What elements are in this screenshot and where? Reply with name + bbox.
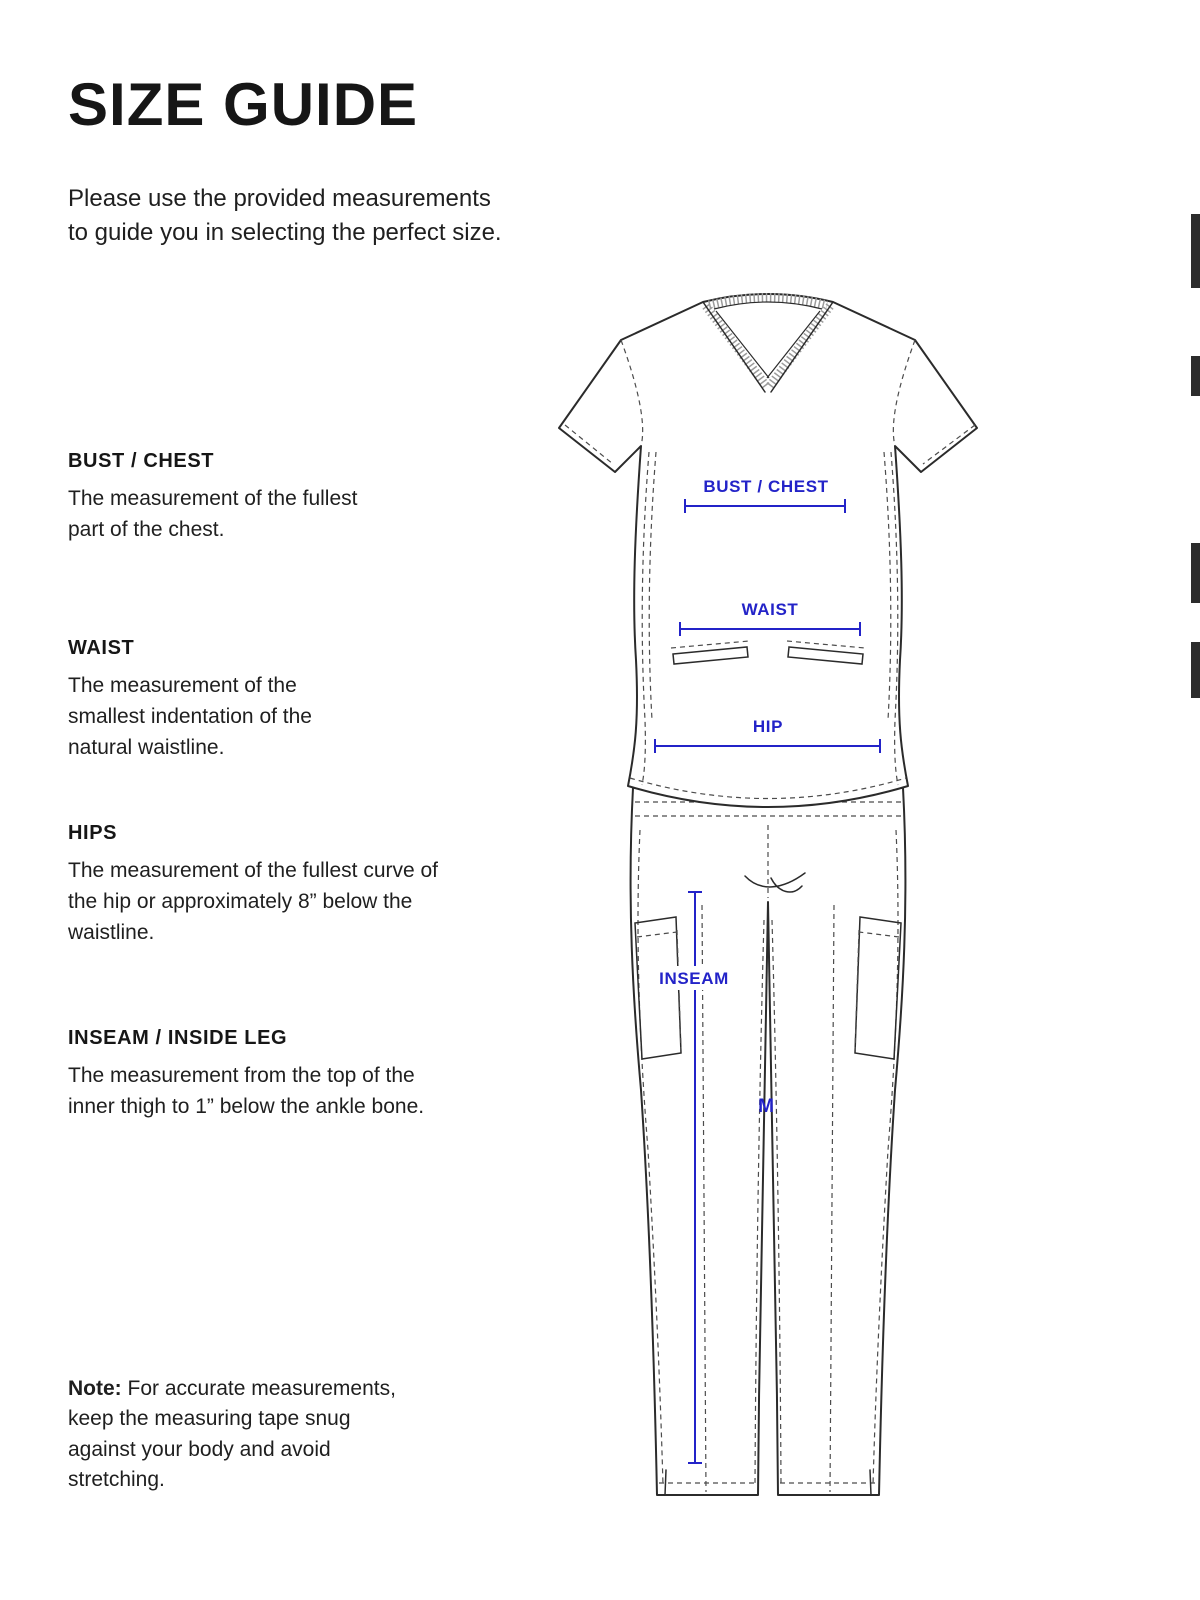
definition-hips-heading: HIPS: [68, 822, 118, 844]
cropped-edge-artifact: [1191, 543, 1200, 603]
garment-measurement-diagram: [545, 280, 995, 1515]
definition-waist-heading: WAIST: [68, 637, 135, 659]
note-label: Note:: [68, 1377, 122, 1400]
definition-waist-body: The measurement of the smallest indentation of the natural waistline.: [68, 674, 312, 760]
definition-inseam: [68, 1027, 428, 1122]
scrubs-technical-sketch: [545, 280, 995, 1515]
definition-inseam-body: The measurement from the top of the inner thigh to 1” below the ankle bone.: [68, 1064, 425, 1119]
right-ankle-slit: [870, 1470, 871, 1495]
note-text: [68, 1374, 408, 1496]
intro-text: Please use the provided measurements to guide you in selecting the perfect size.: [68, 185, 502, 247]
pants-outline: [631, 788, 906, 1495]
inseam-dimension-label: INSEAM: [659, 969, 729, 988]
waist-dimension-label: WAIST: [741, 600, 799, 619]
definition-hips: [68, 822, 448, 948]
page-title: SIZE GUIDE: [68, 71, 419, 138]
size-letter-label: M: [758, 1096, 774, 1117]
note-body: For accurate measurements, keep the measuring tape snug against your body and avoid stretching.: [68, 1377, 396, 1492]
bust-dimension-label: BUST / CHEST: [703, 477, 829, 496]
left-ankle-slit: [665, 1470, 666, 1495]
definition-bust-heading: BUST / CHEST: [68, 450, 215, 472]
definition-inseam-heading: INSEAM / INSIDE LEG: [68, 1027, 288, 1049]
definition-waist: [68, 637, 378, 763]
cropped-edge-artifact: [1191, 356, 1200, 396]
cropped-edge-artifact: [1191, 214, 1200, 288]
definition-bust: [68, 450, 368, 545]
hip-dimension-label: HIP: [752, 717, 784, 736]
cropped-edge-artifact: [1191, 642, 1200, 698]
text-column: [68, 0, 538, 1600]
definition-bust-body: The measurement of the fullest part of the chest.: [68, 487, 358, 542]
definition-hips-body: The measurement of the fullest curve of the hip or approximately 8” below the waistline.: [68, 859, 439, 945]
pants-drawing: [631, 788, 906, 1495]
